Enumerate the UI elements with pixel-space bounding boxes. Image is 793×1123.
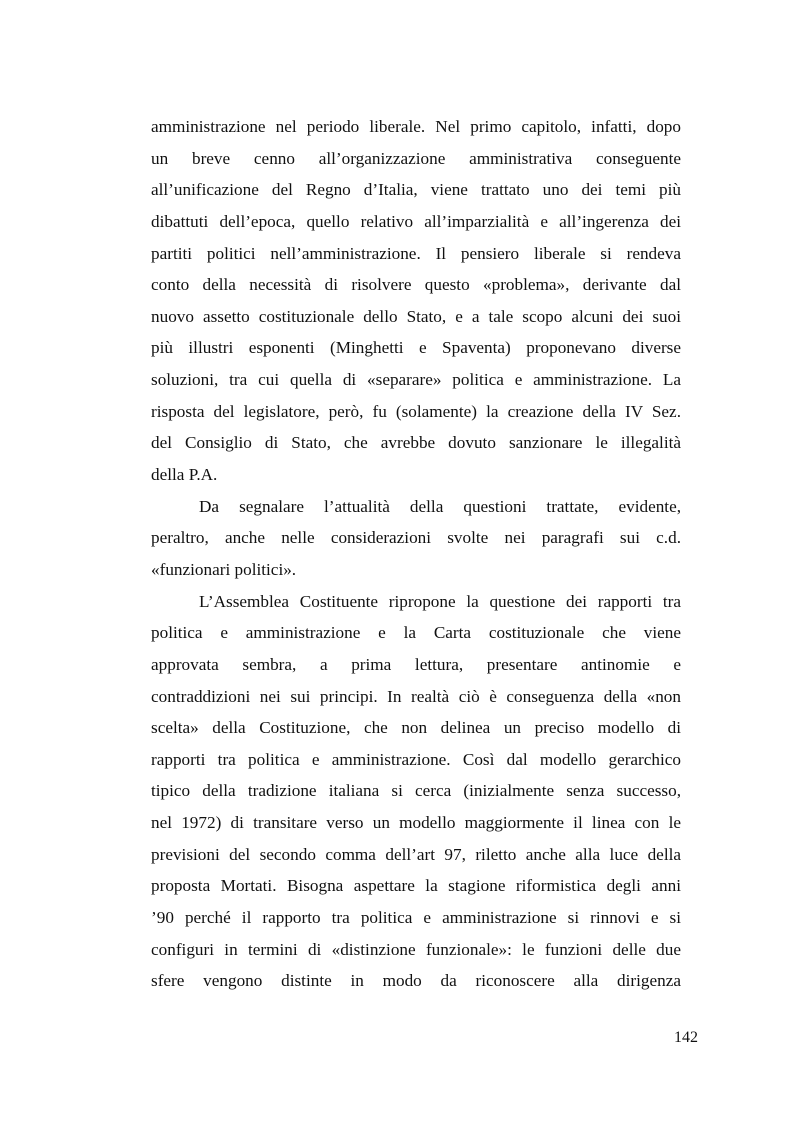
text-line: un breve cenno all’organizzazione amministrativa conseguente	[151, 148, 681, 168]
text-line: più illustri esponenti (Minghetti e Spaventa) proponevano diverse	[151, 338, 681, 358]
page-number: 142	[674, 1029, 698, 1046]
text-line: «funzionari politici».	[151, 559, 297, 579]
text-line: soluzioni, tra cui quella di «separare» politica e amministrazione. La	[151, 370, 681, 390]
text-line: risposta del legislatore, però, fu (solamente) la creazione della IV Sez.	[151, 401, 681, 421]
text-line: amministrazione nel periodo liberale. Nel primo capitolo, infatti, dopo	[151, 117, 681, 136]
text-line: conto della necessità di risolvere questo «problema», derivante dal	[151, 275, 681, 295]
text-line: dibattuti dell’epoca, quello relativo all’imparzialità e all’ingerenza dei	[151, 211, 681, 231]
body-text	[151, 111, 681, 997]
text-line: politica e amministrazione e la Carta costituzionale che viene	[151, 623, 681, 643]
text-line: previsioni del secondo comma dell’art 97, riletto anche alla luce della	[151, 844, 681, 864]
text-line: configuri in termini di «distinzione funzionale»: le funzioni delle due	[151, 939, 681, 959]
text-line: nel 1972) di transitare verso un modello maggiormente il linea con le	[151, 813, 681, 833]
text-line: nuovo assetto costituzionale dello Stato, e a tale scopo alcuni dei suoi	[151, 306, 681, 326]
text-line: scelta» della Costituzione, che non delinea un preciso modello di	[151, 718, 681, 738]
text-line: rapporti tra politica e amministrazione. Così dal modello gerarchico	[151, 749, 681, 769]
text-line: della P.A.	[151, 465, 218, 485]
text-line: L’Assemblea Costituente ripropone la questione dei rapporti tra	[199, 591, 681, 611]
text-line: Da segnalare l’attualità della questioni trattate, evidente,	[199, 496, 681, 516]
text-line: all’unificazione del Regno d’Italia, viene trattato uno dei temi più	[151, 180, 681, 200]
text-line: contraddizioni nei sui principi. In realtà ciò è conseguenza della «non	[151, 686, 681, 706]
text-line: ’90 perché il rapporto tra politica e amministrazione si rinnovi e si	[151, 908, 681, 928]
text-line: approvata sembra, a prima lettura, presentare antinomie e	[151, 654, 681, 674]
text-line: partiti politici nell’amministrazione. Il pensiero liberale si rendeva	[151, 243, 681, 263]
text-line: tipico della tradizione italiana si cerca (inizialmente senza successo,	[151, 781, 681, 801]
text-line: sfere vengono distinte in modo da riconoscere alla dirigenza	[151, 971, 681, 991]
text-line: proposta Mortati. Bisogna aspettare la stagione riformistica degli anni	[151, 876, 681, 896]
text-line: peraltro, anche nelle considerazioni svolte nei paragrafi sui c.d.	[151, 528, 681, 548]
text-line: del Consiglio di Stato, che avrebbe dovuto sanzionare le illegalità	[151, 433, 681, 453]
